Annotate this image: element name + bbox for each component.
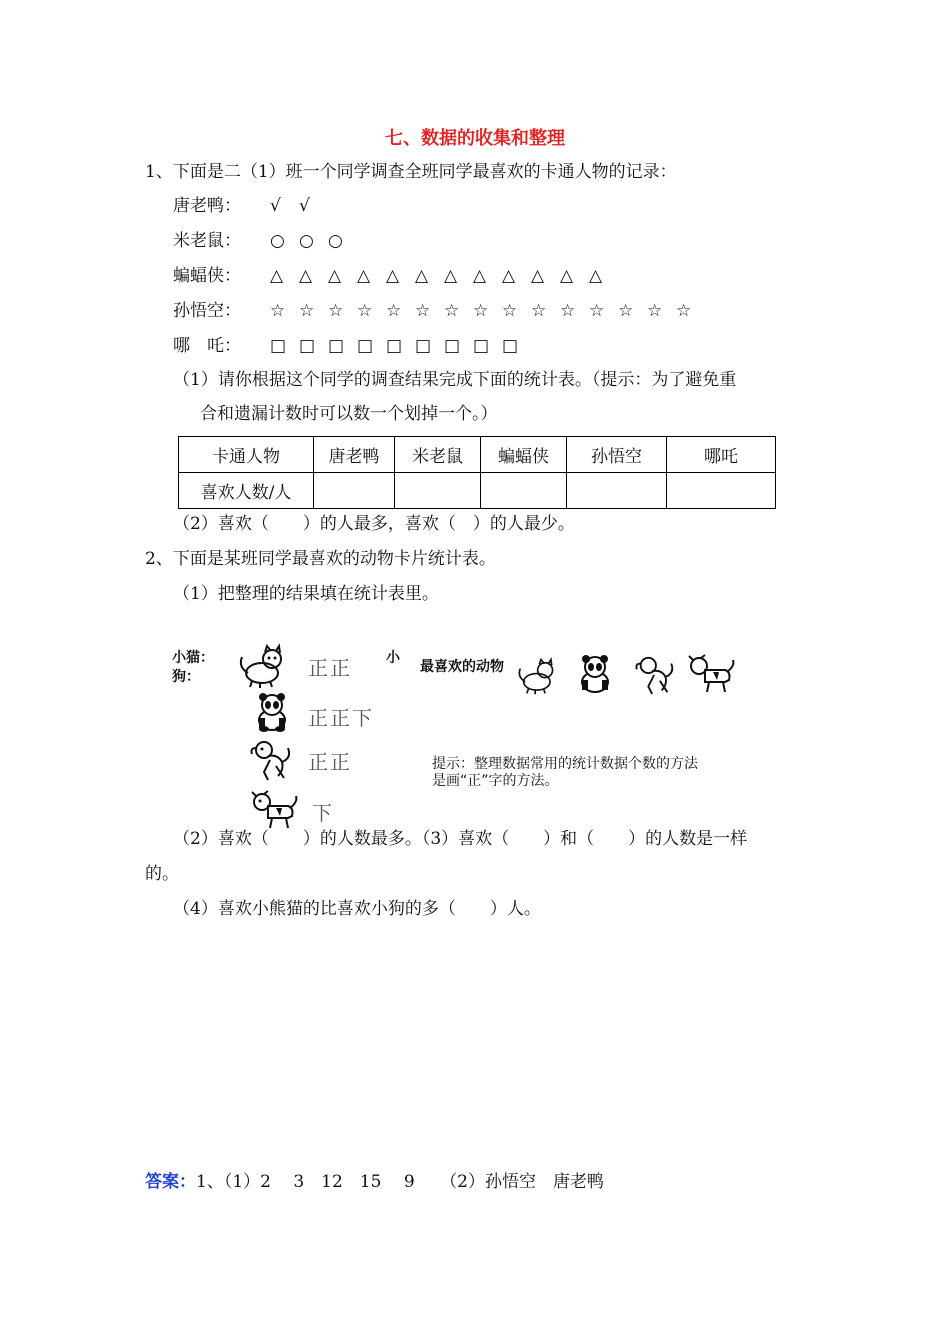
record-name-mickey: 米老鼠： (173, 231, 241, 251)
record-mark: △ (502, 266, 516, 286)
record-mark: ☆ (647, 301, 663, 321)
tally-monkey: 正正 (308, 750, 352, 774)
answer-text: 1、（1）2 3 12 15 9 （2）孙悟空 唐老鸭 (196, 1172, 604, 1192)
record-name-monkeyking: 孙悟空： (173, 301, 241, 321)
record-mark: △ (357, 266, 371, 286)
record-mark: ☆ (560, 301, 576, 321)
table-header-cell: 哪吒 (667, 437, 776, 473)
record-marks-donald (270, 196, 328, 216)
record-mark: △ (560, 266, 574, 286)
record-mark: △ (589, 266, 603, 286)
record-mark: □ (328, 336, 345, 356)
table-header-cell: 米老鼠 (395, 437, 481, 473)
q1-part2: （2）喜欢（ ）的人最多，喜欢（ ）的人最少。 (173, 514, 575, 534)
q2-part2-3: （2）喜欢（ ）的人数最多。（3）喜欢（ ）和（ ）的人数是一样 (173, 829, 748, 849)
record-mark: ☆ (386, 301, 402, 321)
record-mark: △ (444, 266, 458, 286)
table-header-cell: 卡通人物 (179, 437, 314, 473)
record-mark: △ (415, 266, 429, 286)
table-header-cell: 蝙蝠侠 (481, 437, 567, 473)
answer-line (145, 1170, 604, 1194)
table-answer-cell[interactable] (667, 473, 776, 509)
table-header-cell: 唐老鸭 (314, 437, 395, 473)
record-marks-nezha (270, 336, 531, 356)
record-mark: △ (328, 266, 342, 286)
q1-part1-line2: 合和遗漏计数时可以数一个划掉一个。） (200, 404, 498, 424)
record-mark: □ (270, 336, 287, 356)
q2-part4: （4）喜欢小熊猫的比喜欢小狗的多（ ）人。 (173, 899, 541, 919)
record-name-batman: 蝙蝠侠： (173, 266, 241, 286)
table-answer-cell[interactable] (395, 473, 481, 509)
record-marks-batman (270, 266, 618, 286)
record-mark: □ (444, 336, 461, 356)
card-label-dog: 狗： (172, 669, 200, 685)
record-mark: ☆ (357, 301, 373, 321)
record-name-nezha: 哪 吒： (173, 336, 241, 356)
dog-icon (250, 790, 300, 830)
q2-part3-cont: 的。 (145, 864, 179, 884)
record-mark: ☆ (270, 301, 286, 321)
q1-part1-line1: （1）请你根据这个同学的调查结果完成下面的统计表。（提示：为了避免重 (173, 370, 737, 390)
table-row-label: 喜欢人数/人 (179, 473, 314, 509)
record-mark: ☆ (676, 301, 692, 321)
record-mark: △ (473, 266, 487, 286)
panda-card-icon (575, 654, 615, 694)
record-mark: □ (386, 336, 403, 356)
record-mark: ☆ (473, 301, 489, 321)
record-mark: ○ (328, 231, 343, 251)
q2-intro: 2、下面是某班同学最喜欢的动物卡片统计表。 (145, 549, 496, 569)
table-answer-cell[interactable] (481, 473, 567, 509)
tip-line1: 提示：整理数据常用的统计数据个数的方法 (432, 756, 698, 772)
tally-panda: 正正下 (308, 706, 374, 730)
record-mark: □ (502, 336, 519, 356)
table-answer-cell[interactable] (314, 473, 395, 509)
card-label-cat: 小猫： (172, 650, 214, 666)
record-mark: △ (386, 266, 400, 286)
record-mark: △ (270, 266, 284, 286)
monkey-card-icon (632, 654, 678, 696)
record-mark: △ (531, 266, 545, 286)
tally-cat: 正正 (308, 656, 352, 680)
record-mark: ☆ (589, 301, 605, 321)
record-mark: ○ (299, 231, 314, 251)
record-mark: □ (299, 336, 316, 356)
record-mark: √ (299, 196, 310, 216)
page-title: 七、数据的收集和整理 (385, 128, 565, 149)
q2-part1: （1）把整理的结果填在统计表里。 (173, 584, 439, 604)
table-answer-cell[interactable] (567, 473, 667, 509)
table-row (179, 437, 776, 473)
record-mark: □ (415, 336, 432, 356)
panda-icon (252, 692, 292, 732)
dog-card-icon (686, 654, 738, 694)
stats-table (178, 436, 776, 509)
record-mark: □ (473, 336, 490, 356)
q1-intro: 1、下面是二（1）班一个同学调查全班同学最喜欢的卡通人物的记录： (145, 162, 677, 182)
record-mark: ☆ (415, 301, 431, 321)
answer-label: 答案： (145, 1172, 196, 1192)
record-mark: ☆ (444, 301, 460, 321)
record-mark: ☆ (618, 301, 634, 321)
monkey-icon (248, 738, 294, 782)
record-mark: √ (270, 196, 281, 216)
cat-card-icon (512, 656, 560, 696)
table-row (179, 473, 776, 509)
cat-icon (232, 643, 290, 689)
card-fragment: 小 (386, 650, 400, 666)
record-marks-monkeyking (270, 301, 705, 321)
record-mark: ☆ (299, 301, 315, 321)
tip-line2: 是画“正”字的方法。 (432, 773, 559, 789)
card-heading-favorite-animal: 最喜欢的动物 (420, 659, 504, 675)
record-mark: ☆ (502, 301, 518, 321)
record-mark: □ (357, 336, 374, 356)
table-header-cell: 孙悟空 (567, 437, 667, 473)
record-mark: ☆ (328, 301, 344, 321)
record-marks-mickey (270, 231, 357, 251)
record-name-donald: 唐老鸭： (173, 196, 241, 216)
tally-dog: 下 (312, 801, 334, 825)
record-mark: ○ (270, 231, 285, 251)
record-mark: △ (299, 266, 313, 286)
record-mark: ☆ (531, 301, 547, 321)
